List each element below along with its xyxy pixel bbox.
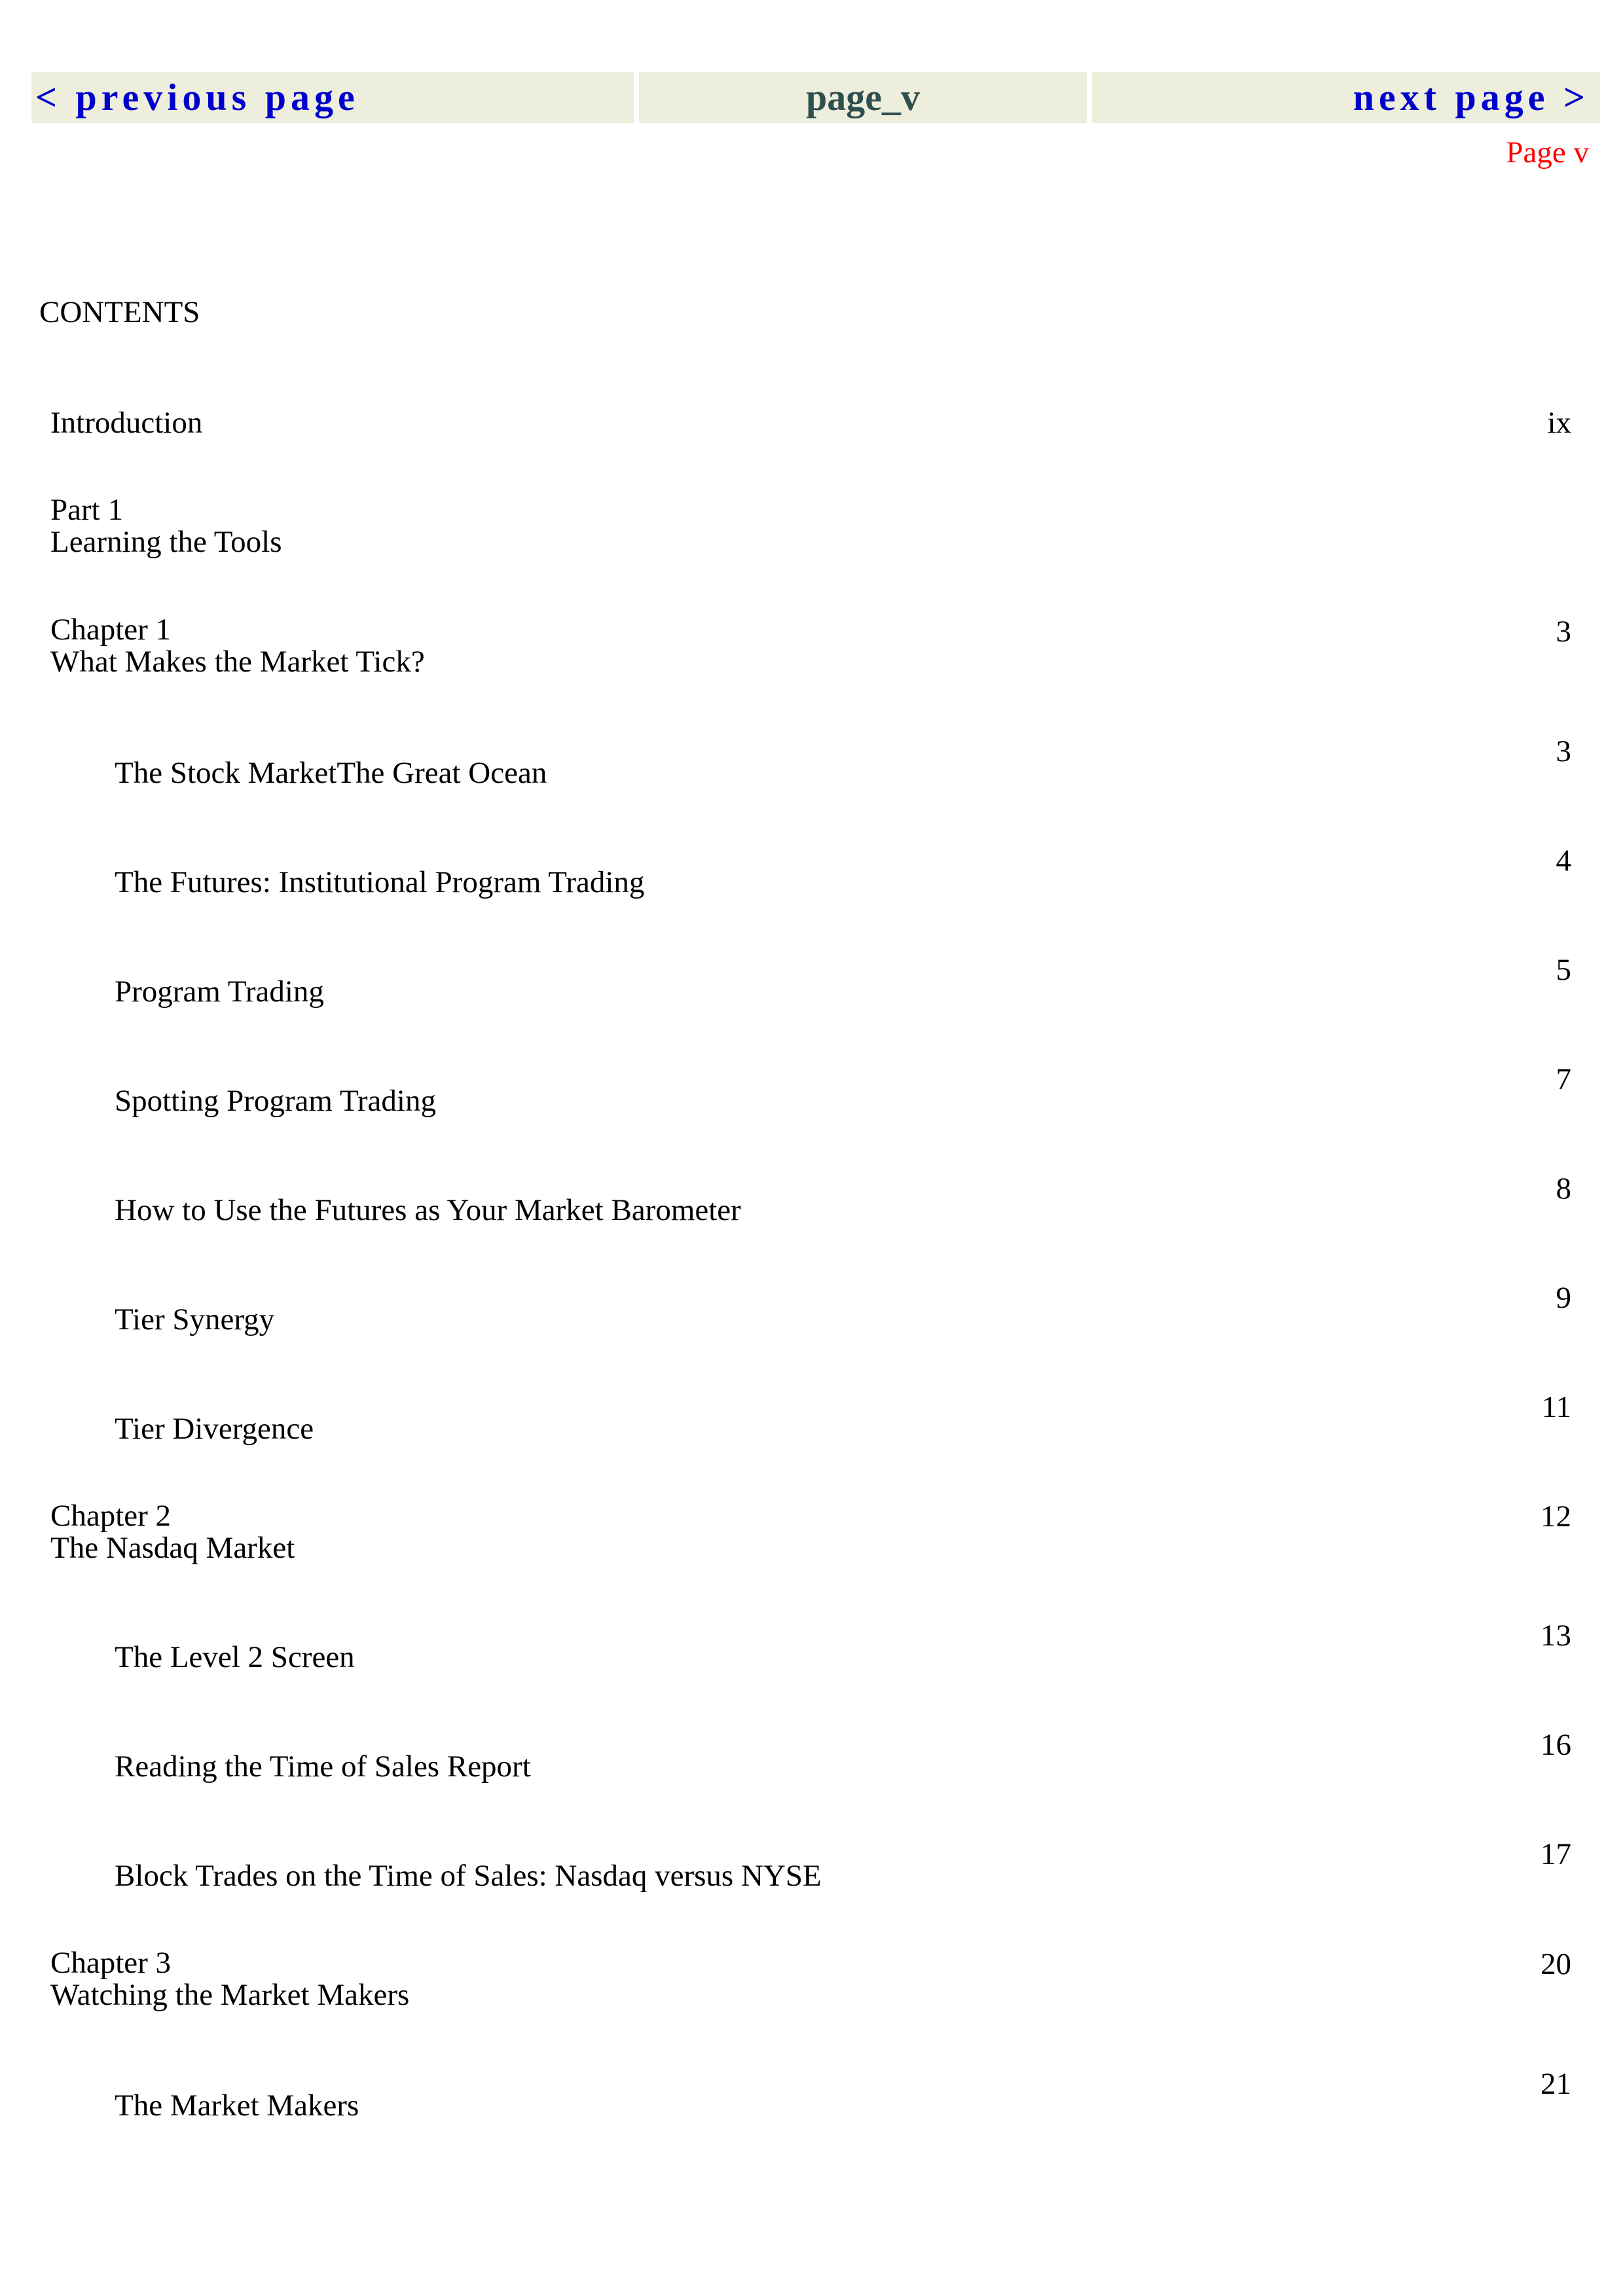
- toc-section[interactable]: [115, 1304, 274, 1336]
- toc-section[interactable]: [115, 1194, 741, 1227]
- toc-page-number: 7: [1556, 1062, 1571, 1096]
- toc-page-number: 3: [1556, 615, 1571, 649]
- toc-part-label: Part 1: [50, 493, 123, 527]
- toc-section-title: Spotting Program Trading: [115, 1084, 436, 1118]
- toc-chapter-title: Watching the Market Makers: [50, 1978, 410, 2012]
- toc-section-title: How to Use the Futures as Your Market Barometer: [115, 1193, 741, 1227]
- toc-chapter-label: Chapter 3: [50, 1946, 172, 1980]
- toc-section-title: Tier Divergence: [115, 1412, 314, 1446]
- toc-page-number: 21: [1541, 2067, 1571, 2101]
- toc-page-number: 17: [1541, 1837, 1571, 1871]
- toc-chapter-1[interactable]: [50, 614, 425, 678]
- toc-chapter-label: Chapter 2: [50, 1499, 172, 1533]
- toc-section[interactable]: [115, 1641, 355, 1674]
- toc-chapter-title: What Makes the Market Tick?: [50, 645, 425, 679]
- toc-section[interactable]: [115, 976, 324, 1008]
- toc-page-number: 12: [1541, 1499, 1571, 1534]
- toc-section[interactable]: [115, 1860, 822, 1892]
- toc-page-number: 16: [1541, 1728, 1571, 1762]
- toc-section-title: The Level 2 Screen: [115, 1640, 355, 1674]
- page-number-label: Page v: [1506, 135, 1589, 170]
- toc-page-number: 5: [1556, 953, 1571, 987]
- toc-section-title: The Market Makers: [115, 2089, 359, 2123]
- previous-page-link[interactable]: < previous page: [31, 72, 634, 123]
- toc-section[interactable]: [115, 1751, 531, 1783]
- toc-section[interactable]: [115, 1085, 436, 1117]
- toc-page-number: 3: [1556, 734, 1571, 768]
- toc-page-number: 8: [1556, 1172, 1571, 1206]
- toc-section-title: The Futures: Institutional Program Trading: [115, 865, 645, 899]
- toc-page-number: 4: [1556, 844, 1571, 878]
- toc-section-title: Program Trading: [115, 975, 324, 1009]
- toc-section[interactable]: [115, 2090, 359, 2122]
- toc-chapter-2[interactable]: [50, 1500, 295, 1564]
- toc-page-number: 9: [1556, 1281, 1571, 1315]
- toc-part-title: Learning the Tools: [50, 525, 282, 559]
- toc-page-number: ix: [1547, 406, 1571, 440]
- toc-section-title: Reading the Time of Sales Report: [115, 1749, 531, 1784]
- toc-page-number: 20: [1541, 1947, 1571, 1981]
- toc-section[interactable]: [115, 757, 547, 789]
- toc-section-title: The Stock MarketThe Great Ocean: [115, 756, 547, 790]
- toc-page-number: 13: [1541, 1619, 1571, 1653]
- toc-entry-introduction[interactable]: [50, 407, 202, 439]
- toc-chapter-3[interactable]: [50, 1947, 409, 2011]
- page-navigation-bar: [31, 72, 1600, 123]
- toc-entry-title: Introduction: [50, 406, 203, 440]
- toc-part-heading: [50, 494, 282, 558]
- current-page-indicator: page_v: [639, 72, 1087, 123]
- toc-section-title: Block Trades on the Time of Sales: Nasdaq versus NYSE: [115, 1859, 822, 1893]
- toc-section[interactable]: [115, 867, 644, 899]
- next-page-link[interactable]: next page >: [1092, 72, 1600, 123]
- toc-chapter-title: The Nasdaq Market: [50, 1531, 295, 1565]
- toc-page-number: 11: [1541, 1390, 1571, 1424]
- toc-chapter-label: Chapter 1: [50, 613, 172, 647]
- toc-section-title: Tier Synergy: [115, 1302, 275, 1336]
- contents-heading: CONTENTS: [39, 295, 200, 329]
- toc-section[interactable]: [115, 1413, 314, 1445]
